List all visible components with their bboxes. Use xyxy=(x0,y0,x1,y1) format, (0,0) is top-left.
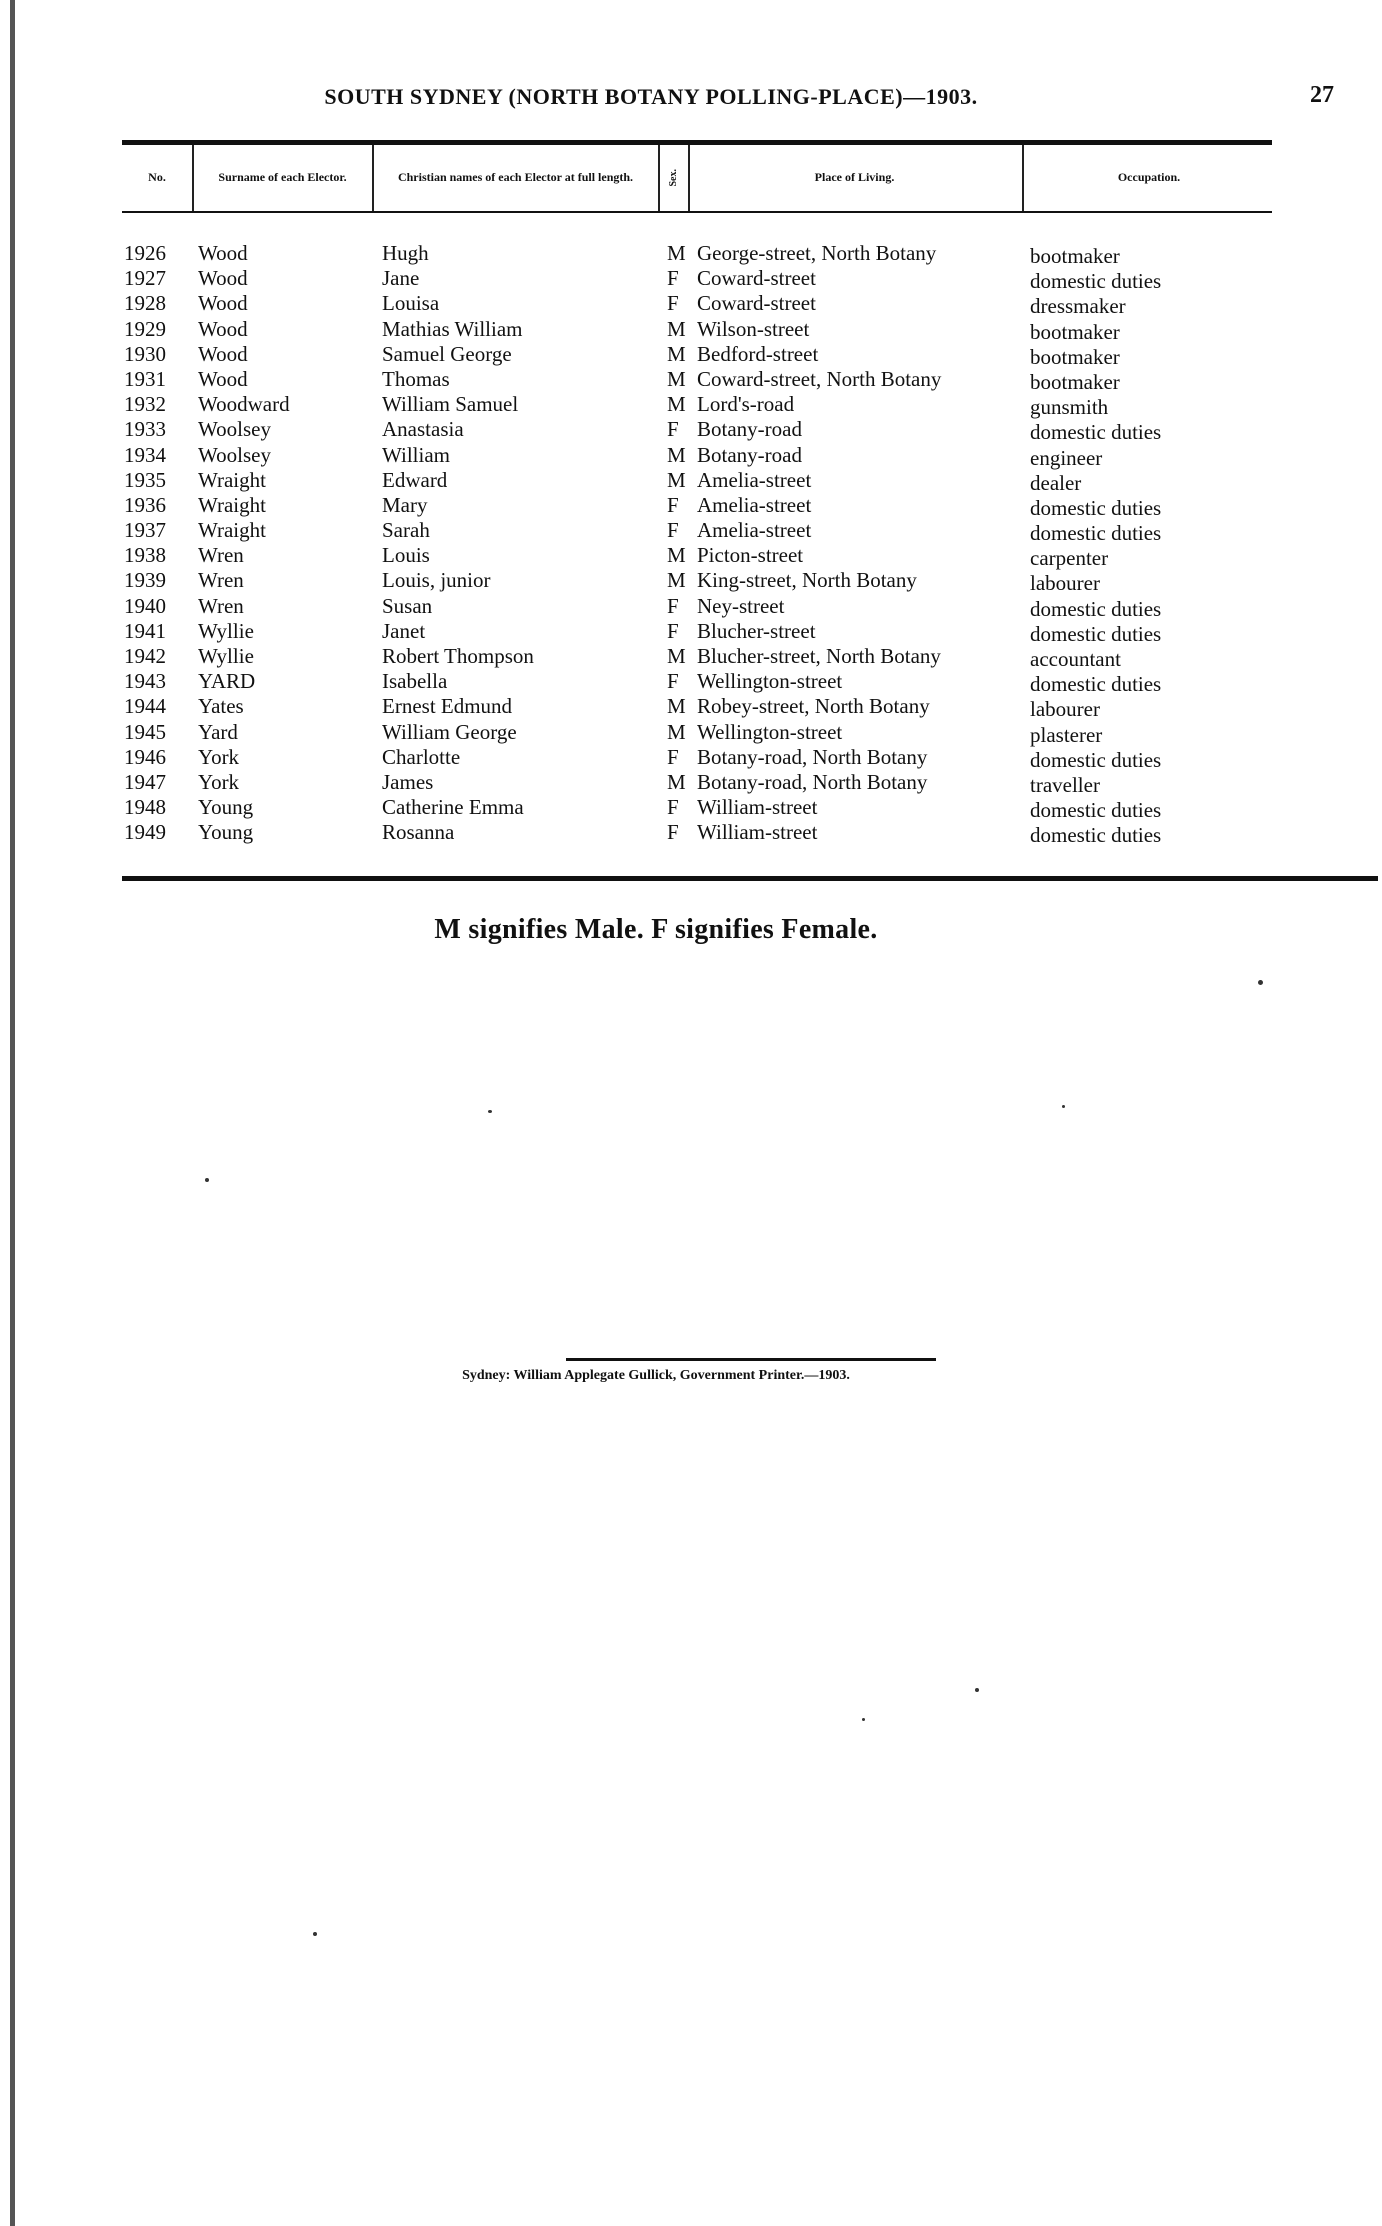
elector-surname: Wren xyxy=(198,568,244,593)
elector-occupation: dealer xyxy=(1030,470,1082,495)
table-row xyxy=(0,518,1382,546)
table-row xyxy=(0,694,1382,722)
table-row xyxy=(0,594,1382,619)
elector-sex: M xyxy=(667,392,686,417)
elector-christian-names: Rosanna xyxy=(382,820,455,845)
elector-surname: Wyllie xyxy=(198,644,254,668)
elector-sex: M xyxy=(667,644,686,668)
elector-surname: Young xyxy=(198,820,254,845)
elector-surname: Wyllie xyxy=(198,618,254,643)
elector-christian-names: Charlotte xyxy=(382,744,461,769)
elector-place: Wellington-street xyxy=(697,719,843,744)
elector-place: Amelia-street xyxy=(697,518,812,543)
elector-place: Robey-street, North Botany xyxy=(697,694,930,719)
table-row xyxy=(0,543,1382,571)
elector-place: Coward-street, North Botany xyxy=(697,366,942,391)
column-header-sex xyxy=(660,145,688,211)
table-bottom-rule xyxy=(122,876,1378,881)
elector-no: 1932 xyxy=(124,392,166,417)
table-row xyxy=(0,468,1382,493)
elector-sex: F xyxy=(667,266,679,291)
elector-christian-names: Sarah xyxy=(382,518,430,543)
elector-occupation: traveller xyxy=(1030,772,1100,797)
elector-sex: M xyxy=(667,316,686,341)
elector-christian-names: Anastasia xyxy=(382,417,464,442)
elector-sex: F xyxy=(667,518,679,543)
elector-no: 1929 xyxy=(124,316,166,341)
elector-surname: York xyxy=(198,744,240,769)
column-header-christian-names: Christian names of each Elector at full length. xyxy=(397,170,634,185)
column-divider xyxy=(1022,145,1024,211)
elector-place: Bedford-street xyxy=(697,341,819,366)
elector-surname: York xyxy=(198,769,240,794)
column-header-place: Place of Living. xyxy=(814,170,895,185)
elector-no: 1948 xyxy=(124,795,166,820)
elector-occupation: dressmaker xyxy=(1030,294,1126,319)
elector-no: 1944 xyxy=(124,694,166,719)
elector-no: 1937 xyxy=(124,518,166,543)
elector-surname: Yard xyxy=(198,719,238,744)
elector-surname: Woolsey xyxy=(198,442,271,467)
elector-no: 1933 xyxy=(124,417,166,442)
elector-christian-names: Louisa xyxy=(382,291,440,316)
elector-surname: Wraight xyxy=(198,467,266,492)
electors-table-body xyxy=(0,241,1382,846)
elector-occupation: domestic duties xyxy=(1030,798,1162,823)
elector-christian-names: Thomas xyxy=(382,366,450,391)
elector-sex: M xyxy=(667,467,686,492)
table-row xyxy=(0,392,1382,420)
column-header-occupation: Occupation. xyxy=(1117,170,1181,185)
elector-christian-names: William xyxy=(382,442,450,467)
elector-no: 1936 xyxy=(124,492,166,517)
elector-place: Picton-street xyxy=(697,543,804,568)
elector-no: 1947 xyxy=(124,769,166,794)
elector-occupation: plasterer xyxy=(1030,722,1103,747)
elector-surname: YARD xyxy=(198,669,256,694)
page-number: 27 xyxy=(1310,82,1334,108)
elector-occupation: bootmaker xyxy=(1030,344,1120,369)
elector-place: Botany-road, North Botany xyxy=(697,769,928,794)
table-row xyxy=(0,241,1382,266)
print-speck xyxy=(1258,980,1263,985)
elector-occupation: domestic duties xyxy=(1030,823,1162,848)
elector-place: Blucher-street, North Botany xyxy=(697,644,941,668)
elector-place: Coward-street xyxy=(697,266,816,291)
elector-surname: Wood xyxy=(198,266,248,291)
elector-occupation: gunsmith xyxy=(1030,395,1109,420)
elector-christian-names: William Samuel xyxy=(382,392,519,417)
table-row xyxy=(0,619,1382,644)
elector-christian-names: Jane xyxy=(382,266,420,291)
elector-surname: Wraight xyxy=(198,518,266,543)
elector-place: Wellington-street xyxy=(697,669,843,694)
table-row xyxy=(0,291,1382,319)
elector-occupation: carpenter xyxy=(1030,546,1109,571)
column-divider xyxy=(372,145,374,211)
elector-place: Blucher-street xyxy=(697,618,816,643)
elector-surname: Wood xyxy=(198,366,248,391)
elector-christian-names: Samuel George xyxy=(382,341,512,366)
elector-surname: Wraight xyxy=(198,492,266,517)
elector-surname: Woodward xyxy=(198,392,290,417)
elector-sex: M xyxy=(667,769,686,794)
table-row xyxy=(0,568,1382,596)
print-speck xyxy=(1062,1105,1065,1108)
elector-no: 1928 xyxy=(124,291,166,316)
elector-christian-names: Louis, junior xyxy=(382,568,491,593)
table-row xyxy=(0,795,1382,823)
elector-no: 1946 xyxy=(124,744,166,769)
elector-place: William-street xyxy=(697,795,818,820)
elector-place: Botany-road xyxy=(697,417,802,442)
table-row xyxy=(0,317,1382,342)
elector-christian-names: Edward xyxy=(382,467,448,492)
elector-christian-names: William George xyxy=(382,719,517,744)
elector-occupation: domestic duties xyxy=(1030,521,1162,546)
print-speck xyxy=(862,1718,865,1721)
elector-occupation: domestic duties xyxy=(1030,672,1162,697)
table-row xyxy=(0,443,1382,468)
elector-occupation: domestic duties xyxy=(1030,747,1162,772)
table-row xyxy=(0,367,1382,392)
column-header-surname: Surname of each Elector. xyxy=(218,170,347,185)
elector-place: King-street, North Botany xyxy=(697,568,917,593)
elector-sex: F xyxy=(667,795,679,820)
elector-no: 1945 xyxy=(124,719,166,744)
elector-place: Amelia-street xyxy=(697,467,812,492)
elector-sex: M xyxy=(667,241,686,265)
elector-place: George-street, North Botany xyxy=(697,241,937,265)
elector-place: Ney-street xyxy=(697,593,785,618)
elector-sex: F xyxy=(667,744,679,769)
elector-surname: Wren xyxy=(198,543,244,568)
table-header-rule xyxy=(122,211,1272,213)
elector-christian-names: Louis xyxy=(382,543,430,568)
table-row xyxy=(0,417,1382,445)
elector-christian-names: Isabella xyxy=(382,669,448,694)
elector-christian-names: Janet xyxy=(382,618,426,643)
elector-no: 1927 xyxy=(124,266,166,291)
elector-sex: M xyxy=(667,366,686,391)
elector-occupation: bootmaker xyxy=(1030,369,1120,394)
elector-no: 1934 xyxy=(124,442,166,467)
page-title: SOUTH SYDNEY (NORTH BOTANY POLLING-PLACE)—1903. xyxy=(324,84,978,109)
elector-occupation: engineer xyxy=(1030,445,1103,470)
elector-sex: F xyxy=(667,593,679,618)
elector-place: Lord's-road xyxy=(697,392,795,417)
table-row xyxy=(0,266,1382,294)
elector-surname: Wood xyxy=(198,241,248,265)
elector-no: 1939 xyxy=(124,568,166,593)
print-speck xyxy=(975,1688,979,1692)
elector-occupation: labourer xyxy=(1030,697,1100,722)
elector-occupation: domestic duties xyxy=(1030,269,1162,294)
elector-surname: Young xyxy=(198,795,254,820)
table-row xyxy=(0,820,1382,848)
elector-place: Coward-street xyxy=(697,291,816,316)
elector-sex: M xyxy=(667,442,686,467)
elector-no: 1931 xyxy=(124,366,166,391)
elector-occupation: domestic duties xyxy=(1030,495,1162,520)
elector-sex: F xyxy=(667,492,679,517)
table-row xyxy=(0,493,1382,518)
elector-place: William-street xyxy=(697,820,818,845)
elector-place: Amelia-street xyxy=(697,492,812,517)
elector-surname: Wood xyxy=(198,316,248,341)
elector-no: 1935 xyxy=(124,467,166,492)
elector-sex: F xyxy=(667,291,679,316)
elector-christian-names: Mathias William xyxy=(382,316,523,341)
elector-occupation: bootmaker xyxy=(1030,244,1120,268)
elector-sex: M xyxy=(667,568,686,593)
elector-sex: M xyxy=(667,719,686,744)
elector-sex: F xyxy=(667,618,679,643)
elector-christian-names: Susan xyxy=(382,593,433,618)
elector-surname: Wood xyxy=(198,291,248,316)
table-row xyxy=(0,644,1382,669)
elector-occupation: bootmaker xyxy=(1030,319,1120,344)
elector-surname: Wood xyxy=(198,341,248,366)
table-row xyxy=(0,669,1382,697)
elector-sex: M xyxy=(667,341,686,366)
elector-christian-names: James xyxy=(382,769,434,794)
print-speck xyxy=(205,1178,209,1182)
elector-occupation: accountant xyxy=(1030,647,1121,671)
print-speck xyxy=(313,1932,317,1936)
column-divider xyxy=(192,145,194,211)
elector-no: 1938 xyxy=(124,543,166,568)
elector-sex: F xyxy=(667,417,679,442)
elector-christian-names: Mary xyxy=(382,492,428,517)
table-row xyxy=(0,745,1382,770)
elector-no: 1926 xyxy=(124,241,166,265)
elector-place: Botany-road xyxy=(697,442,802,467)
elector-surname: Woolsey xyxy=(198,417,271,442)
column-header-no: No. xyxy=(148,170,166,185)
table-row xyxy=(0,770,1382,795)
elector-occupation: domestic duties xyxy=(1030,420,1162,445)
table-row xyxy=(0,720,1382,745)
elector-no: 1930 xyxy=(124,341,166,366)
sex-legend: M signifies Male. F signifies Female. xyxy=(434,914,878,945)
elector-no: 1949 xyxy=(124,820,166,845)
column-divider xyxy=(688,145,690,211)
elector-sex: F xyxy=(667,669,679,694)
elector-no: 1942 xyxy=(124,644,166,668)
elector-no: 1941 xyxy=(124,618,166,643)
imprint-rule xyxy=(566,1358,936,1361)
elector-place: Botany-road, North Botany xyxy=(697,744,928,769)
elector-christian-names: Robert Thompson xyxy=(382,644,534,668)
column-header-sex-label: Sex. xyxy=(668,169,680,187)
elector-sex: M xyxy=(667,694,686,719)
elector-occupation: domestic duties xyxy=(1030,621,1162,646)
elector-surname: Yates xyxy=(198,694,244,719)
printer-imprint: Sydney: William Applegate Gullick, Government Printer.—1903. xyxy=(462,1368,850,1383)
elector-no: 1943 xyxy=(124,669,166,694)
elector-sex: F xyxy=(667,820,679,845)
table-row xyxy=(0,342,1382,367)
elector-christian-names: Catherine Emma xyxy=(382,795,524,820)
elector-christian-names: Hugh xyxy=(382,241,429,265)
elector-no: 1940 xyxy=(124,593,166,618)
elector-occupation: domestic duties xyxy=(1030,596,1162,621)
elector-surname: Wren xyxy=(198,593,244,618)
elector-occupation: labourer xyxy=(1030,571,1100,596)
elector-christian-names: Ernest Edmund xyxy=(382,694,513,719)
elector-place: Wilson-street xyxy=(697,316,810,341)
elector-sex: M xyxy=(667,543,686,568)
print-speck xyxy=(488,1110,492,1113)
